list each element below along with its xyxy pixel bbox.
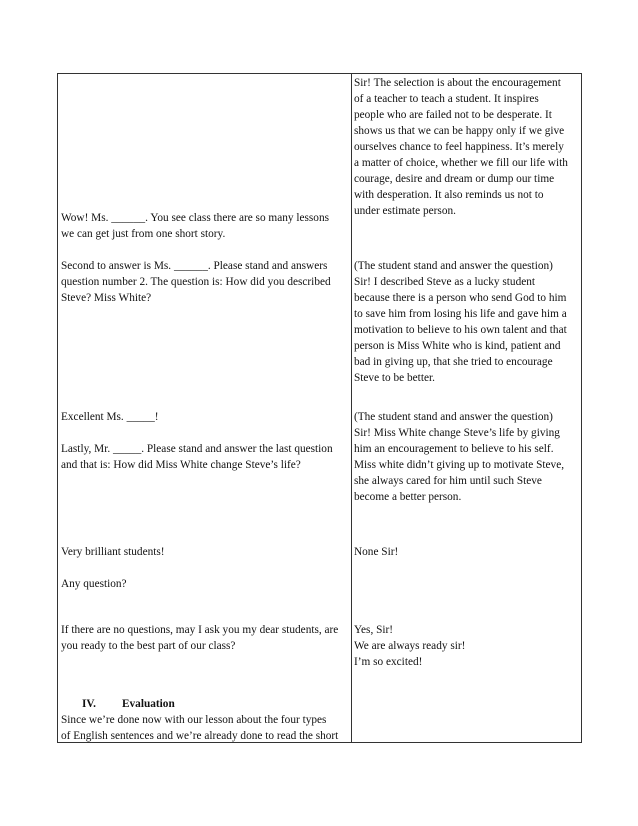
text-line: him an encouragement to believe to his self. xyxy=(354,443,554,455)
text-line: we can get just from one short story. xyxy=(61,228,226,240)
section-number: IV. xyxy=(82,698,96,710)
text-line: Lastly, Mr. _____. Please stand and answer the last question xyxy=(61,443,333,455)
text-line: you ready to the best part of our class? xyxy=(61,640,236,652)
text-line: Any question? xyxy=(61,578,127,590)
text-line: ourselves chance to feel happiness. It’s merely xyxy=(354,141,564,153)
text-line: (The student stand and answer the question) xyxy=(354,411,553,423)
text-line: Yes, Sir! xyxy=(354,624,394,636)
text-line: shows us that we can be happy only if we give xyxy=(354,125,565,137)
text-line: Sir! Miss White change Steve’s life by giving xyxy=(354,427,560,439)
text-line: and that is: How did Miss White change Steve’s life? xyxy=(61,459,301,471)
text-line: Since we’re done now with our lesson about the four types xyxy=(61,714,327,726)
student-block-ready xyxy=(354,622,580,670)
text-line: courage, desire and dream or dump our time xyxy=(354,173,555,185)
text-line: None Sir! xyxy=(354,546,399,558)
text-line: Steve? Miss White? xyxy=(61,292,152,304)
text-line: (The student stand and answer the question) xyxy=(354,260,553,272)
teacher-block-any-question xyxy=(61,544,348,592)
text-line: Sir! The selection is about the encouragement xyxy=(354,77,561,89)
student-column xyxy=(352,74,583,742)
text-line: Very brilliant students! xyxy=(61,546,165,558)
lesson-plan-table xyxy=(57,73,582,743)
text-line: become a better person. xyxy=(354,491,462,503)
text-line: a matter of choice, whether we fill our life with xyxy=(354,157,568,169)
section-title: Evaluation xyxy=(122,698,175,710)
section-heading xyxy=(61,696,348,712)
text-line: bad in giving up, that she tried to encourage xyxy=(354,356,553,368)
text-line: Second to answer is Ms. ______. Please stand and answers xyxy=(61,260,328,272)
text-line: people who are failed not to be desperate. It xyxy=(354,109,552,121)
text-line: Sir! I described Steve as a lucky student xyxy=(354,276,536,288)
teacher-column xyxy=(58,74,351,742)
text-line: question number 2. The question is: How did you described xyxy=(61,276,331,288)
text-line: to save him from losing his life and gave him a xyxy=(354,308,567,320)
student-block-selection xyxy=(354,75,580,219)
text-line: Miss white didn’t giving up to motivate Steve, xyxy=(354,459,565,471)
text-line: motivation to believe to his own talent and that xyxy=(354,324,567,336)
text-line: I’m so excited! xyxy=(354,656,423,668)
text-line: with desperation. It also reminds us not to xyxy=(354,189,544,201)
student-block-answer-2 xyxy=(354,258,580,386)
teacher-block-ready xyxy=(61,622,348,654)
text-line: under estimate person. xyxy=(354,205,456,217)
text-line: of a teacher to teach a student. It inspires xyxy=(354,93,539,105)
teacher-block-evaluation xyxy=(61,696,348,744)
text-line: person is Miss White who is kind, patient and xyxy=(354,340,561,352)
student-block-none xyxy=(354,544,580,560)
text-line: of English sentences and we’re already done to read the short xyxy=(61,730,339,742)
text-line: If there are no questions, may I ask you my dear students, are xyxy=(61,624,339,636)
teacher-block-praise xyxy=(61,210,348,242)
text-line: because there is a person who send God to him xyxy=(354,292,567,304)
text-line: Steve to be better. xyxy=(354,372,435,384)
teacher-block-last-question xyxy=(61,409,348,473)
teacher-block-question-2 xyxy=(61,258,348,306)
text-line: Wow! Ms. ______. You see class there are so many lessons xyxy=(61,212,329,224)
student-block-answer-last xyxy=(354,409,580,505)
text-line: Excellent Ms. _____! xyxy=(61,411,159,423)
text-line: she always cared for him until such Steve xyxy=(354,475,542,487)
text-line: We are always ready sir! xyxy=(354,640,466,652)
